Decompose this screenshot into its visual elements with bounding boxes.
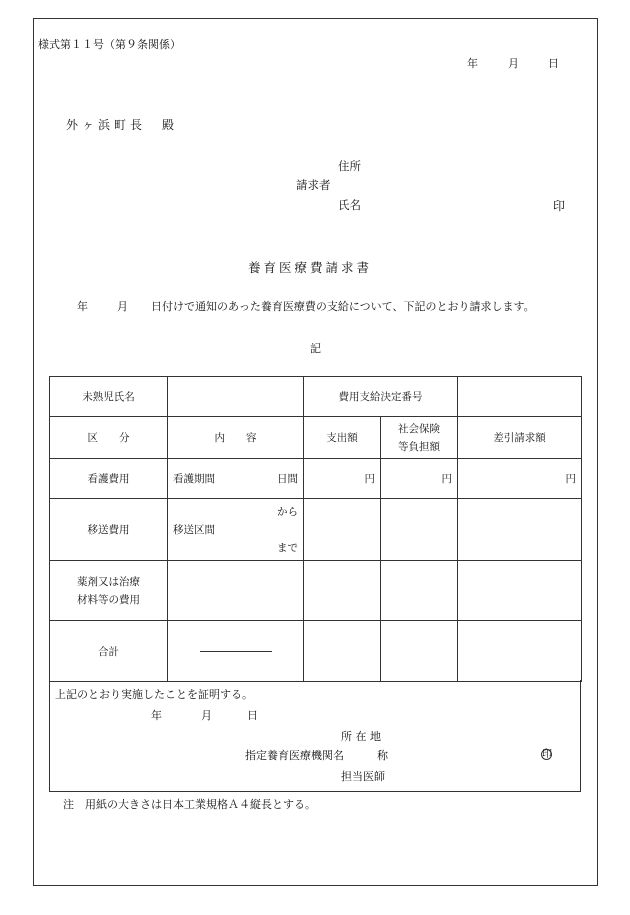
certification-box (49, 680, 581, 792)
claimant-label: 請求者 (296, 178, 331, 192)
total-payment[interactable] (304, 621, 381, 682)
document-title: 養育医療費請求書 (248, 260, 373, 275)
cert-institution-label: 指定養育医療機関名 (245, 749, 344, 762)
cert-name-suffix: 称 (377, 749, 388, 762)
table-row-medicine (50, 561, 582, 621)
seal-mark: 印 (553, 199, 566, 213)
transport-label: 移送費用 (50, 499, 168, 561)
cert-location-label: 所 在 地 (341, 730, 381, 743)
medicine-label-line1: 薬剤又は治療 (77, 575, 140, 588)
intro-year: 年 (77, 300, 88, 313)
dash-line (200, 651, 272, 652)
medicine-claim[interactable] (458, 561, 582, 621)
transport-payment[interactable] (304, 499, 381, 561)
decision-number-field[interactable] (458, 377, 582, 417)
header-insurance-line2: 等負担額 (398, 440, 440, 453)
cert-year: 年 (151, 709, 162, 722)
transport-to: まで (277, 541, 298, 554)
decision-number-label: 費用支給決定番号 (304, 377, 458, 417)
medicine-label-line2: 材料等の費用 (77, 593, 140, 606)
table-row-total (50, 621, 582, 682)
header-insurance-line1: 社会保険 (398, 422, 440, 435)
total-claim[interactable] (458, 621, 582, 682)
table-row (50, 377, 582, 417)
premature-name-label: 未熟児氏名 (50, 377, 168, 417)
form-number: 様式第１１号（第９条関係） (38, 38, 181, 51)
medicine-content[interactable] (168, 561, 304, 621)
header-claim: 差引請求額 (458, 417, 582, 459)
medicine-insurance[interactable] (381, 561, 458, 621)
cert-seal-mark: 印 (542, 749, 552, 760)
cert-doctor-label: 担当医師 (341, 770, 385, 783)
nursing-content[interactable] (168, 459, 304, 499)
footnote: 注 用紙の大きさは日本工業規格Ａ４縦長とする。 (63, 798, 316, 811)
date-year: 年 (467, 57, 478, 70)
intro-text: 日付けで通知のあった養育医療費の支給について、下記のとおり請求します。 (151, 300, 535, 313)
total-insurance[interactable] (381, 621, 458, 682)
header-category: 区 分 (50, 417, 168, 459)
addressee: 外ヶ浜町長 殿 (66, 118, 179, 132)
cert-month: 月 (201, 709, 212, 722)
table-header-row (50, 417, 582, 459)
header-payment: 支出額 (304, 417, 381, 459)
yen-unit: 円 (565, 473, 576, 485)
nursing-insurance[interactable] (381, 459, 458, 499)
transport-insurance[interactable] (381, 499, 458, 561)
date-month: 月 (508, 57, 519, 70)
address-label: 住所 (338, 159, 361, 173)
transport-content[interactable] (168, 499, 304, 561)
cert-statement: 上記のとおり実施したことを証明する。 (55, 688, 253, 701)
intro-month: 月 (117, 300, 128, 313)
total-content (168, 621, 304, 682)
header-insurance (381, 417, 458, 459)
cert-day: 日 (247, 709, 258, 722)
nursing-label: 看護費用 (50, 459, 168, 499)
medicine-label (50, 561, 168, 621)
transport-claim[interactable] (458, 499, 582, 561)
transport-from: から (277, 505, 298, 518)
claim-table (49, 376, 582, 682)
ki-label: 記 (310, 342, 321, 355)
table-row-transport (50, 499, 582, 561)
table-row-nursing (50, 459, 582, 499)
transport-section-label: 移送区間 (173, 523, 215, 536)
name-label: 氏名 (338, 198, 361, 212)
medicine-payment[interactable] (304, 561, 381, 621)
nursing-payment[interactable] (304, 459, 381, 499)
yen-unit: 円 (441, 473, 452, 485)
premature-name-field[interactable] (168, 377, 304, 417)
total-label: 合計 (50, 621, 168, 682)
header-content: 内 容 (168, 417, 304, 459)
date-day: 日 (548, 57, 559, 70)
nursing-claim[interactable] (458, 459, 582, 499)
nursing-days-unit: 日間 (277, 473, 298, 485)
yen-unit: 円 (364, 473, 375, 485)
nursing-period-label: 看護期間 (173, 473, 215, 485)
